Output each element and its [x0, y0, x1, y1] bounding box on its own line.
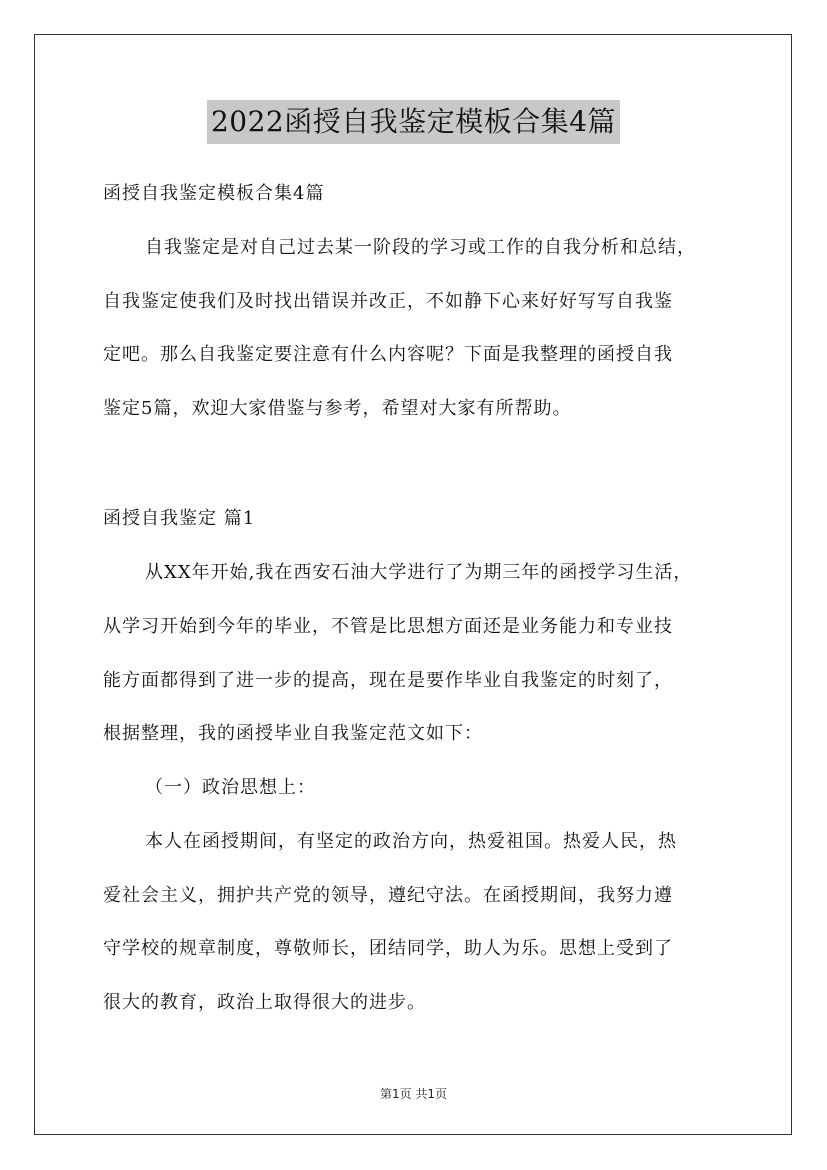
politics-line: 本人在函授期间，有坚定的政治方向，热爱祖国。热爱人民，热: [145, 831, 677, 852]
intro-line: 鉴定5篇，欢迎大家借鉴与参考，希望对大家有所帮助。: [103, 398, 572, 419]
section-line: 从学习开始到今年的毕业，不管是比思想方面还是业务能力和专业技: [103, 616, 673, 637]
section-heading: 函授自我鉴定 篇1: [103, 508, 256, 529]
politics-line: 很大的教育，政治上取得很大的进步。: [103, 992, 426, 1013]
section-line: 从XX年开始,我在西安石油大学进行了为期三年的函授学习生活，: [145, 562, 693, 583]
politics-line: 守学校的规章制度，尊敬师长，团结同学，助人为乐。思想上受到了: [103, 938, 673, 959]
intro-line: 自我鉴定是对自己过去某一阶段的学习或工作的自我分析和总结，: [145, 237, 696, 258]
section-line: 能方面都得到了进一步的提高，现在是要作毕业自我鉴定的时刻了，: [103, 670, 673, 691]
document-title: 2022函授自我鉴定模板合集4篇: [207, 100, 620, 144]
politics-line: 爱社会主义，拥护共产党的领导，遵纪守法。在函授期间，我努力遵: [103, 885, 673, 906]
title-container: [0, 100, 827, 144]
intro-line: 定吧。那么自我鉴定要注意有什么内容呢？下面是我整理的函授自我: [103, 344, 673, 365]
subheading: （一）政治思想上：: [145, 777, 316, 798]
section-line: 根据整理，我的函授毕业自我鉴定范文如下：: [103, 723, 483, 744]
page-footer: 第1页 共1页: [379, 1087, 448, 1101]
document-subtitle: 函授自我鉴定模板合集4篇: [103, 183, 325, 204]
intro-line: 自我鉴定使我们及时找出错误并改正，不如静下心来好好写写自我鉴: [103, 291, 673, 312]
